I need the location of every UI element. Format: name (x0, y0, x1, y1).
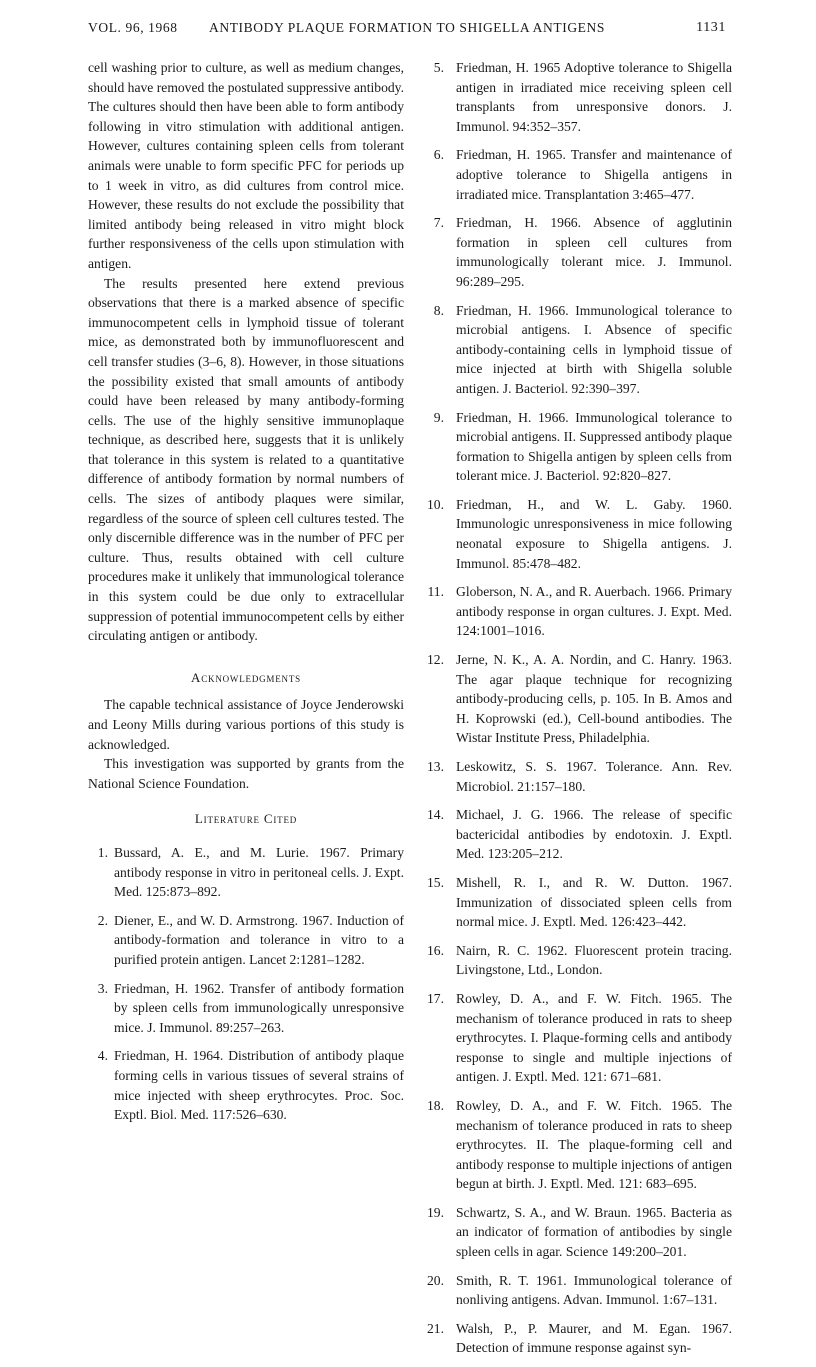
reference-number: 9. (433, 409, 444, 425)
reference-text: Friedman, H. 1966. Absence of agglutinin formation in spleen cell cultures from immunologically tolerant mice. J. Immunol. 96:289–295. (456, 215, 732, 289)
running-title: ANTIBODY PLAQUE FORMATION TO SHIGELLA ANTIGENS (209, 20, 605, 35)
acknowledgments-paragraph: The capable technical assistance of Joyce Jenderowski and Leony Mills during various portions of this study is acknowledged. (88, 697, 404, 752)
body-paragraph: cell washing prior to culture, as well as medium changes, should have removed the postulated suppressive antibody. The cultures should then have been able to form antibody following in vitro stimulation with additional antigen. However, cultures containing spleen cells from tolerant animals were unable to form specific PFC for periods up to 1 week in vitro, as did cultures from control mice. However, these results do not exclude the possibility that limited antibody being released in vitro might block further responsiveness of the cells upon stimulation with antigen. (88, 60, 404, 271)
reference-item (420, 145, 732, 204)
reference-item (420, 805, 732, 864)
reference-item (420, 650, 732, 748)
reference-item (420, 301, 732, 399)
reference-text: Rowley, D. A., and F. W. Fitch. 1965. The mechanism of tolerance produced in rats to sheep erythrocytes. I. Plaque-forming cells and antibody response to single and multiple injections of antigen. J. Exptl. Med. 121: 671–681. (456, 990, 732, 1085)
reference-text: Friedman, H., and W. L. Gaby. 1960. Immunologic unresponsiveness in mice following neonatal exposure to Shigella antigens. J. Immunol. 85:478–482. (456, 496, 732, 571)
reference-number: 11. (427, 584, 444, 600)
reference-text: Globerson, N. A., and R. Auerbach. 1966. Primary antibody response in organ cultures. J. Expt. Med. 124:1001–1016. (456, 584, 732, 639)
reference-text: Smith, R. T. 1961. Immunological tolerance of nonliving antigens. Advan. Immunol. 1:67–131. (456, 1272, 732, 1308)
reference-item (420, 58, 732, 136)
reference-number: 5. (433, 60, 444, 75)
reference-item (420, 757, 732, 796)
reference-number: 13. (427, 759, 444, 774)
reference-text: Schwartz, S. A., and W. Braun. 1965. Bacteria as an indicator of formation of antibodies by single spleen cells in agar. Science 149:200–201. (456, 1204, 732, 1260)
reference-text: Friedman, H. 1966. Immunological tolerance to microbial antigens. I. Absence of specific antibody-containing cells in lymphoid tissue of mice injected at birth with Shigella soluble antigen. J. Bacteriol. 92:390–397. (456, 302, 732, 396)
reference-item (420, 495, 732, 573)
reference-text: Walsh, P., P. Maurer, and M. Egan. 1967. Detection of immune response against syn- (456, 1320, 732, 1356)
left-column (88, 58, 404, 1134)
reference-text: Diener, E., and W. D. Armstrong. 1967. Induction of antibody-formation and tolerance in vitro to a purified protein antigen. Lancet 2:1281–1282. (114, 912, 404, 967)
reference-number: 18. (427, 1097, 444, 1113)
reference-item (420, 1271, 732, 1310)
literature-cited-heading: Literature Cited (194, 811, 298, 827)
reference-list-right (420, 58, 732, 1358)
reference-number: 3. (97, 980, 108, 996)
reference-number: 16. (427, 942, 444, 958)
reference-text: Mishell, R. I., and R. W. Dutton. 1967. Immunization of dissociated spleen cells from normal mice. J. Exptl. Med. 126:423–442. (456, 874, 732, 930)
reference-item (420, 941, 732, 980)
reference-number: 15. (427, 874, 444, 890)
reference-item (88, 979, 404, 1038)
volume-label: VOL. 96, 1968 (88, 20, 178, 35)
reference-text: Friedman, H. 1965. Transfer and maintenance of adoptive tolerance to Shigella antigens in irradiated mice. Transplantation 3:465–477. (456, 147, 732, 202)
reference-item (420, 582, 732, 641)
reference-text: Rowley, D. A., and F. W. Fitch. 1965. The mechanism of tolerance produced in rats to sheep erythrocytes. II. The plaque-forming cell and antibody response to multiple injections of antigen begun at birth. J. Exptl. Med. 121: 683–695. (456, 1097, 732, 1192)
reference-text: Friedman, H. 1964. Distribution of antibody plaque forming cells in various tissues of several strains of mice injected with sheep erythrocytes. Proc. Soc. Exptl. Biol. Med. 117:526–630. (114, 1048, 404, 1123)
reference-item (88, 911, 404, 970)
reference-number: 14. (427, 807, 444, 823)
reference-text: Friedman, H. 1962. Transfer of antibody formation by spleen cells from immunologically unresponsive mice. J. Immunol. 89:257–263. (114, 980, 404, 1035)
reference-text: Jerne, N. K., A. A. Nordin, and C. Hanry. 1963. The agar plaque technique for recognizing antibody-producing cells, p. 105. In B. Amos and H. Koprowski (ed.), Cell-bound antibodies. The Wistar Institute Press, Philadelphia. (456, 652, 732, 746)
reference-number: 21. (427, 1320, 444, 1336)
reference-number: 1. (97, 844, 108, 860)
reference-text: Friedman, H. 1965 Adoptive tolerance to Shigella antigen in irradiated mice receiving spleen cell transplants from unresponsive donors. J. Immunol. 94:352–357. (456, 60, 732, 134)
body-paragraph: The results presented here extend previous observations that there is a marked absence of specific immunocompetent cells in lymphoid tissue of tolerant mice, as demonstrated both by immunofluorescent and cell transfer studies (3–6, 8). However, in those situations the possibility existed that small amounts of antibody could have been released by many antibody-forming cells. The use of the highly sensitive immunoplaque technique, as described here, suggests that it is unlikely that tolerance in this system is related to a quantitative difference of antibody formation by normal numbers of cells. The sizes of antibody plaques were similar, regardless of the source of spleen cell cultures tested. The only discernible difference was in the number of PFC per culture. Thus, results obtained with cell culture procedures make it unlikely that immunological tolerance in this system could be due only to extracellular suppression of potential immunocompetent cells by either circulating antigen or antibody. (88, 275, 404, 644)
reference-text: Friedman, H. 1966. Immunological tolerance to microbial antigens. II. Suppressed antibody plaque formation to Shigella antigen by spleen cells from tolerant mice. J. Bacteriol. 92:820–827. (456, 409, 732, 484)
reference-text: Nairn, R. C. 1962. Fluorescent protein tracing. Livingstone, Ltd., London. (456, 942, 732, 978)
reference-item (88, 1046, 404, 1124)
reference-number: 19. (427, 1204, 444, 1220)
reference-number: 4. (97, 1048, 108, 1064)
page-number: 1131 (696, 20, 726, 35)
reference-number: 8. (433, 302, 444, 318)
reference-list-left (88, 843, 404, 1125)
reference-number: 6. (433, 147, 444, 163)
running-header (88, 20, 726, 40)
reference-item (420, 1203, 732, 1262)
reference-item (420, 873, 732, 932)
reference-number: 2. (97, 912, 108, 928)
reference-number: 17. (427, 990, 444, 1006)
reference-number: 7. (433, 215, 444, 231)
reference-text: Bussard, A. E., and M. Lurie. 1967. Primary antibody response in vitro in peritoneal cells. J. Expt. Med. 125:873–892. (114, 844, 404, 900)
reference-item (420, 1319, 732, 1358)
acknowledgments-heading: Acknowledgments (191, 669, 301, 685)
reference-item (420, 213, 732, 291)
reference-number: 10. (427, 496, 444, 512)
reference-item (420, 1096, 732, 1194)
reference-text: Leskowitz, S. S. 1967. Tolerance. Ann. Rev. Microbiol. 21:157–180. (456, 759, 732, 794)
funding-paragraph: This investigation was supported by grants from the National Science Foundation. (88, 756, 404, 791)
reference-item (88, 843, 404, 902)
reference-item (420, 408, 732, 486)
right-column (420, 58, 732, 1367)
reference-item (420, 989, 732, 1087)
reference-number: 12. (427, 652, 444, 668)
reference-number: 20. (427, 1272, 444, 1288)
reference-text: Michael, J. G. 1966. The release of specific bactericidal antibodies by endotoxin. J. Exptl. Med. 123:205–212. (456, 807, 732, 862)
